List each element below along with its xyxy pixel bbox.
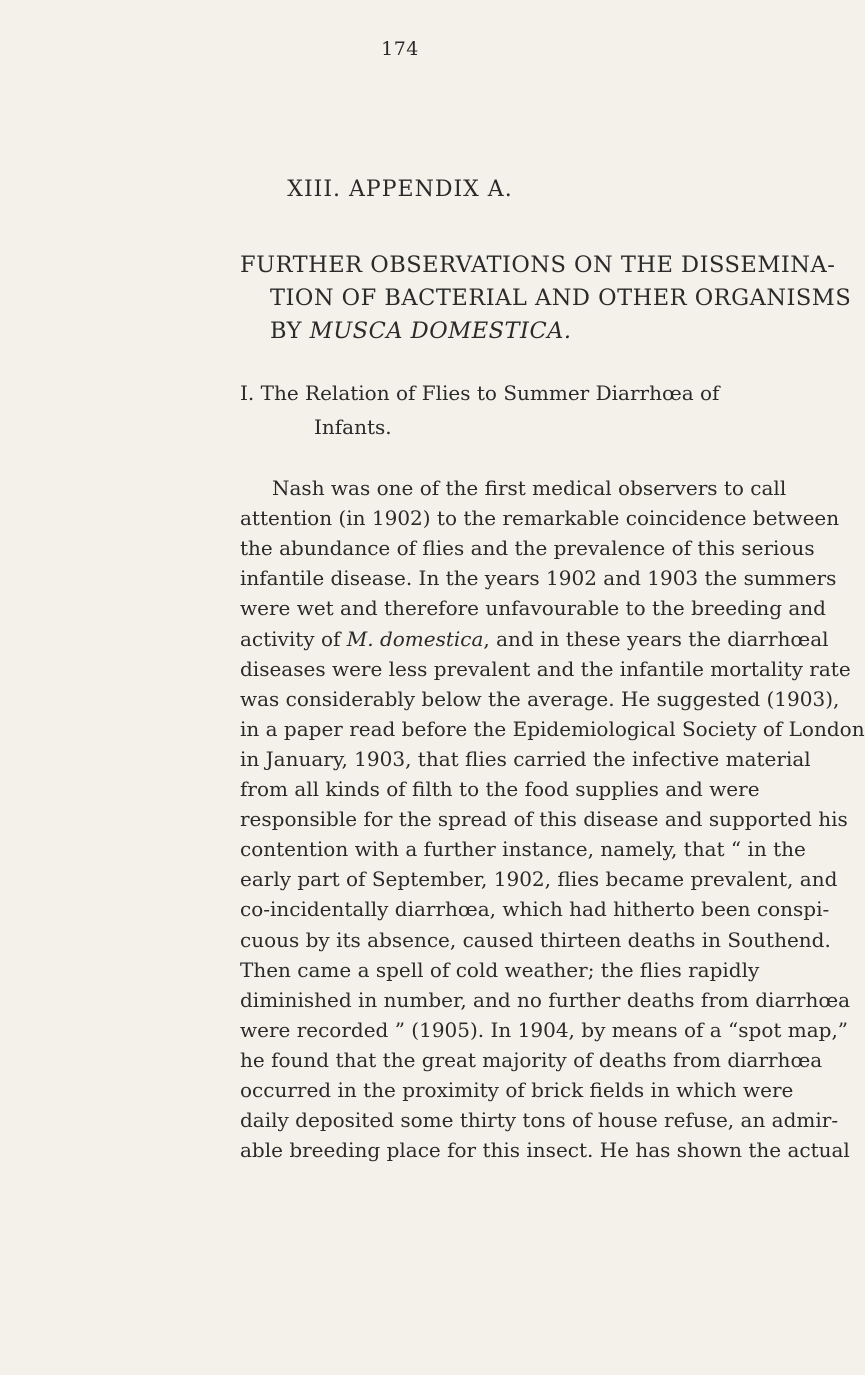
body-line: he found that the great majority of deaths from diarrhœa: [240, 1048, 823, 1072]
body-line: in a paper read before the Epidemiological Society of London: [240, 717, 865, 741]
body-line: activity of M. domestica, and in these years the diarrhœal: [240, 627, 829, 651]
body-line: able breeding place for this insect. He has shown the actual: [240, 1138, 850, 1162]
body-line: Then came a spell of cold weather; the flies rapidly: [240, 958, 760, 982]
body-line: from all kinds of filth to the food supplies and were: [240, 777, 760, 801]
main-heading-line-3-prefix: BY: [270, 318, 310, 344]
main-heading-line-2: TION OF BACTERIAL AND OTHER ORGANISMS: [270, 285, 852, 311]
section-heading-line-2: Infants.: [314, 415, 392, 439]
body-line: cuous by its absence, caused thirteen deaths in Southend.: [240, 928, 831, 952]
body-line: attention (in 1902) to the remarkable coincidence between: [240, 506, 840, 530]
body-line: co-incidentally diarrhœa, which had hitherto been conspi-: [240, 897, 830, 921]
species-name-inline: M. domestica: [346, 627, 484, 651]
body-line: in January, 1903, that flies carried the infective material: [240, 747, 811, 771]
body-line: Nash was one of the first medical observers to call: [272, 476, 787, 500]
body-line: contention with a further instance, namely, that “ in the: [240, 837, 806, 861]
body-line: infantile disease. In the years 1902 and 1903 the summers: [240, 566, 837, 590]
species-name: MUSCA DOMESTICA.: [309, 318, 572, 344]
body-paragraph: [0, 473, 865, 1373]
body-line: were recorded ” (1905). In 1904, by means of a “spot map,”: [240, 1018, 849, 1042]
body-line: the abundance of flies and the prevalence of this serious: [240, 536, 815, 560]
appendix-title: XIII. APPENDIX A.: [287, 177, 513, 202]
main-heading-line-1: FURTHER OBSERVATIONS ON THE DISSEMINA-: [240, 252, 836, 278]
section-heading-line-1: I. The Relation of Flies to Summer Diarrhœa of: [240, 381, 720, 405]
body-line: occurred in the proximity of brick fields in which were: [240, 1078, 794, 1102]
body-line: diminished in number, and no further deaths from diarrhœa: [240, 988, 851, 1012]
page-number: 174: [381, 38, 419, 60]
body-line: daily deposited some thirty tons of house refuse, an admir-: [240, 1108, 839, 1132]
body-line: were wet and therefore unfavourable to the breeding and: [240, 596, 826, 620]
body-line: diseases were less prevalent and the infantile mortality rate: [240, 657, 851, 681]
main-heading-line-3: [270, 318, 572, 344]
body-line: early part of September, 1902, flies became prevalent, and: [240, 867, 838, 891]
body-line: responsible for the spread of this disease and supported his: [240, 807, 848, 831]
body-line: was considerably below the average. He suggested (1903),: [240, 687, 840, 711]
